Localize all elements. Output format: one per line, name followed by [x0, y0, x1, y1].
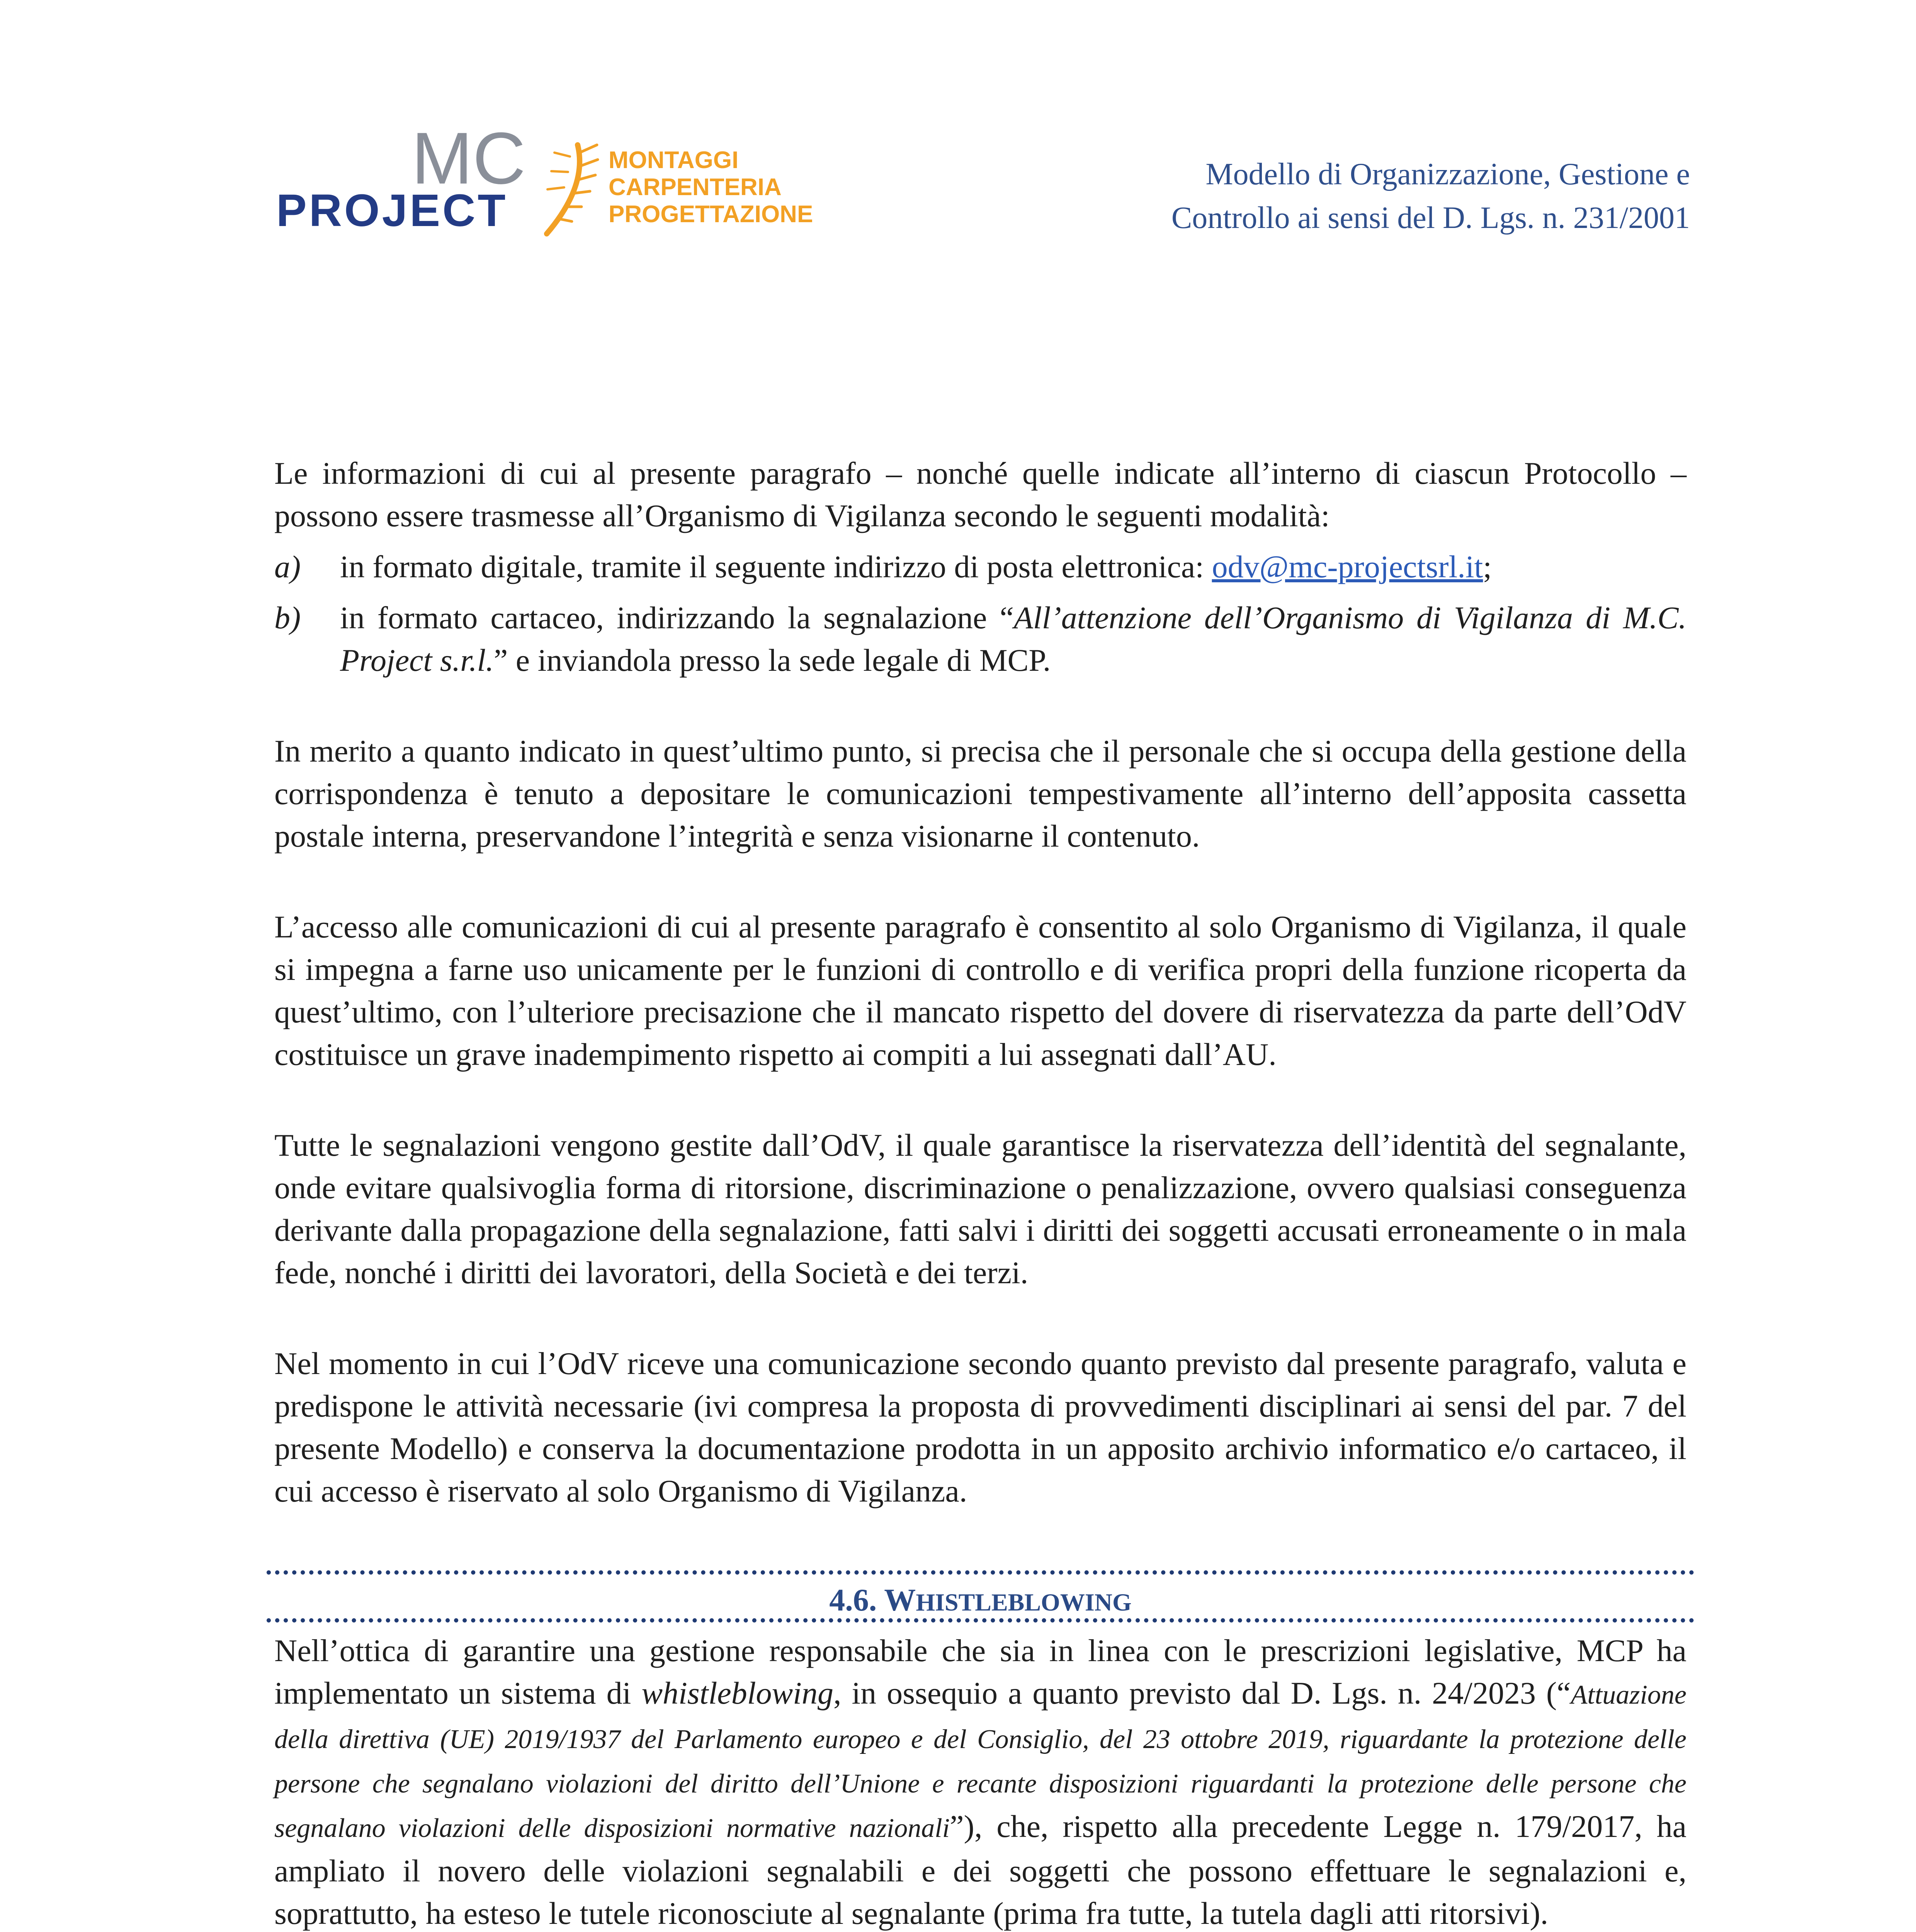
document-body: [274, 452, 1686, 1932]
section-title-lead: 4.6. W: [829, 1582, 916, 1617]
list-item-text-part: in formato digitale, tramite il seguente indirizzo di posta elettronica:: [340, 549, 1212, 584]
email-link[interactable]: odv@mc-projectsrl.it: [1212, 549, 1483, 584]
section-title-rest: HISTLEBLOWING: [916, 1588, 1132, 1616]
text-part: ”), che, rispetto alla precedente Legge n. 179/2017, ha ampliato il novero delle violazioni segnalabili e dei soggetti che possono effettuare le segnalazioni e, soprattutto, ha esteso le tutele riconosciute al segnalante (prima fra tutte, la tutela dagli atti ritorsivi).: [274, 1809, 1687, 1931]
text-italic: whistleblowing: [641, 1675, 833, 1711]
paragraph-3: L’accesso alle comunicazioni di cui al presente paragrafo è consentito al solo Organismo di Vigilanza, il quale si impegna a farne uso unicamente per le funzioni di controllo e di verifica propri della funzione ricoperta da quest’ultimo, con l’ulteriore precisazione che il mancato rispetto del dovere di riservatezza da parte dell’OdV costituisce un grave inadempimento rispetto ai compiti a lui assegnati dall’AU.: [274, 909, 1686, 1072]
header-title: [995, 153, 1690, 240]
list-item-text-part: in formato cartaceo, indirizzando la segnalazione “: [340, 600, 1014, 635]
logo-project-text: PROJECT: [276, 185, 508, 236]
logo-line3: PROGETTAZIONE: [609, 201, 813, 228]
list-item-text-part: ” e inviandola presso la sede legale di MCP.: [493, 643, 1051, 678]
section-heading: [274, 1570, 1686, 1622]
paragraph-2: In merito a quanto indicato in quest’ultimo punto, si precisa che il personale che si occupa della gestione della corrispondenza è tenuto a depositare le comunicazioni tempestivamente all’interno dell’apposita cassetta postale interna, preservandone l’integrità e senza visionarne il contenuto.: [274, 733, 1686, 854]
logo-line2: CARPENTERIA: [609, 174, 782, 201]
list-marker: b): [274, 600, 301, 635]
list-item-text: [340, 597, 1686, 682]
text-italic-citation: Attuazione della direttiva (UE) 2019/1937 del Parlamento europeo e del Consiglio, del 23 ottobre 2019, riguardante la protezione delle persone che segnalano violazioni del diritto dell’Unione e recante disposizioni riguardanti la protezione delle persone che segnalano violazioni delle disposizioni normative nazionali: [274, 1680, 1686, 1843]
list-marker: a): [274, 549, 301, 584]
list-transmission-methods: [274, 546, 1686, 682]
paragraph-4: Tutte le segnalazioni vengono gestite dall’OdV, il quale garantisce la riservatezza dell’identità del segnalante, onde evitare qualsivoglia forma di ritorsione, discriminazione o penalizzazione, ovvero qualsiasi conseguenza derivante dalla propagazione della segnalazione, fatti salvi i diritti dei soggetti accusati erroneamente o in mala fede, nonché i diritti dei lavoratori, della Società e dei terzi.: [274, 1128, 1686, 1290]
list-item: [274, 546, 1686, 588]
list-item-italic: All’attenzione dell’Organismo di Vigilanza di M.C. Project s.r.l.: [340, 600, 1686, 678]
paragraph-5: Nel momento in cui l’OdV riceve una comunicazione secondo quanto previsto dal presente paragrafo, valuta e predispone le attività necessarie (ivi compresa la proposta di provvedimenti disciplinari ai sensi del par. 7 del presente Modello) e conserva la documentazione prodotta in un apposito archivio informatico e/o cartaceo, il cui accesso è riservato al solo Organismo di Vigilanza.: [274, 1346, 1686, 1509]
paragraph-1: Le informazioni di cui al presente paragrafo – nonché quelle indicate all’interno di ciascun Protocollo – possono essere trasmesse all’Organismo di Vigilanza secondo le seguenti modalità:: [274, 456, 1686, 533]
list-item-text-part: ;: [1483, 549, 1492, 584]
logo-line1: MONTAGGI: [609, 147, 739, 173]
company-logo: [276, 129, 817, 245]
list-item-text: [340, 546, 1686, 588]
header-title-line1: Modello di Organizzazione, Gestione e: [1205, 157, 1690, 191]
paragraph-6: [274, 1629, 1686, 1932]
text-part: Nell’ottica di garantire una gestione responsabile che sia in linea con le prescrizioni legislative, MCP ha implementato un sistema di: [274, 1633, 1686, 1711]
text-part: , in ossequio a quanto previsto dal D. Lgs. n. 24/2023 (“: [833, 1675, 1571, 1711]
list-item: [274, 597, 1686, 682]
header-title-line2: Controllo ai sensi del D. Lgs. n. 231/2001: [1171, 201, 1690, 235]
section-divider-bottom: [267, 1618, 1694, 1622]
section-title: [274, 1579, 1686, 1624]
logo-feather-icon: [547, 145, 598, 234]
logo-mc-text: MC: [411, 129, 526, 199]
section-divider-top: [267, 1570, 1694, 1575]
